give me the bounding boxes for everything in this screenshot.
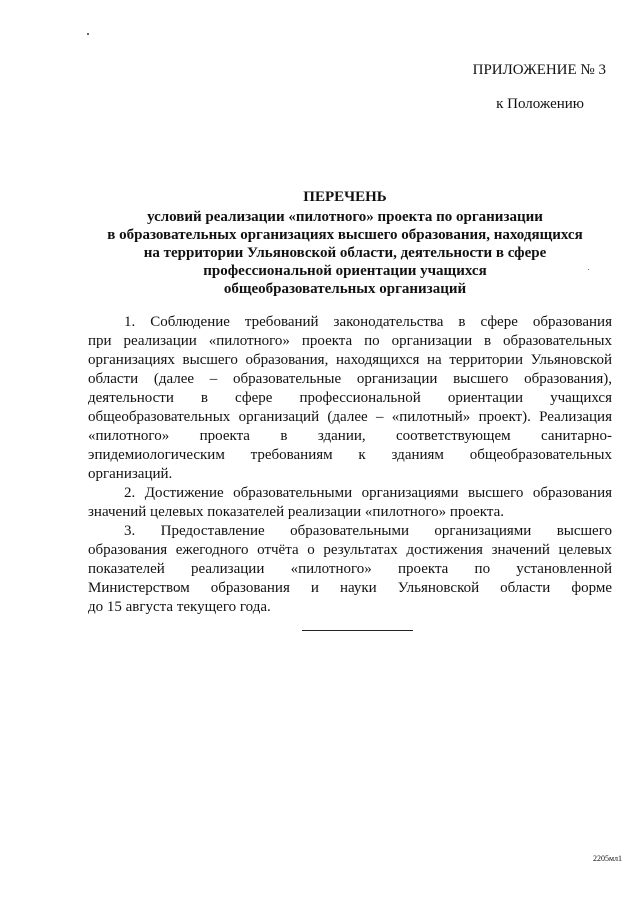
condition-item-3 — [88, 522, 612, 617]
text-line: 3. Предоставление образовательными организациями высшего — [124, 523, 612, 539]
text-line: значений целевых показателей реализации «пилотного» проекта. — [88, 504, 504, 520]
text-line: организациях высшего образования, находящихся на территории Ульяновской — [88, 352, 612, 368]
document-code: 2205мл1 — [592, 854, 622, 863]
text-line: 2. Достижение образовательными организациями высшего образования — [124, 485, 612, 501]
scan-speck — [87, 33, 89, 35]
text-line: деятельности в сфере профессиональной ориентации учащихся — [88, 390, 612, 406]
end-divider — [302, 630, 413, 631]
subtitle-line: в образовательных организациях высшего образования, находящихся — [107, 227, 583, 243]
text-line: показателей реализации «пилотного» проекта по установленной — [88, 561, 612, 577]
subtitle-line: условий реализации «пилотного» проекта по организации — [147, 209, 543, 225]
document-title-block — [70, 188, 620, 298]
condition-item-2 — [88, 484, 612, 522]
text-line: общеобразовательных организаций (далее – «пилотный» проект). Реализация — [88, 409, 612, 425]
text-line: области (далее – образовательные организации высшего образования), — [88, 371, 612, 387]
document-title: ПЕРЕЧЕНЬ — [303, 189, 387, 205]
regulation-reference: к Положению — [496, 96, 584, 112]
appendix-label: ПРИЛОЖЕНИЕ № 3 — [472, 62, 606, 78]
subtitle-line: профессиональной ориентации учащихся — [203, 263, 487, 279]
text-line: Министерством образования и науки Ульяновской области форме — [88, 580, 612, 596]
subtitle-line: на территории Ульяновской области, деятельности в сфере — [143, 245, 547, 261]
text-line: до 15 августа текущего года. — [88, 599, 271, 615]
subtitle-line: общеобразовательных организаций — [223, 281, 467, 297]
text-line: «пилотного» проекта в здании, соответствующем санитарно- — [88, 428, 612, 444]
text-line: эпидемиологическим требованиям к зданиям общеобразовательных — [88, 447, 612, 463]
text-line: образования ежегодного отчёта о результатах достижения значений целевых — [88, 542, 612, 558]
conditions-list — [88, 313, 612, 617]
condition-item-1 — [88, 313, 612, 484]
text-line: при реализации «пилотного» проекта по организации в образовательных — [88, 333, 612, 349]
text-line: организаций. — [88, 466, 173, 482]
text-line: 1. Соблюдение требований законодательства в сфере образования — [124, 314, 612, 330]
